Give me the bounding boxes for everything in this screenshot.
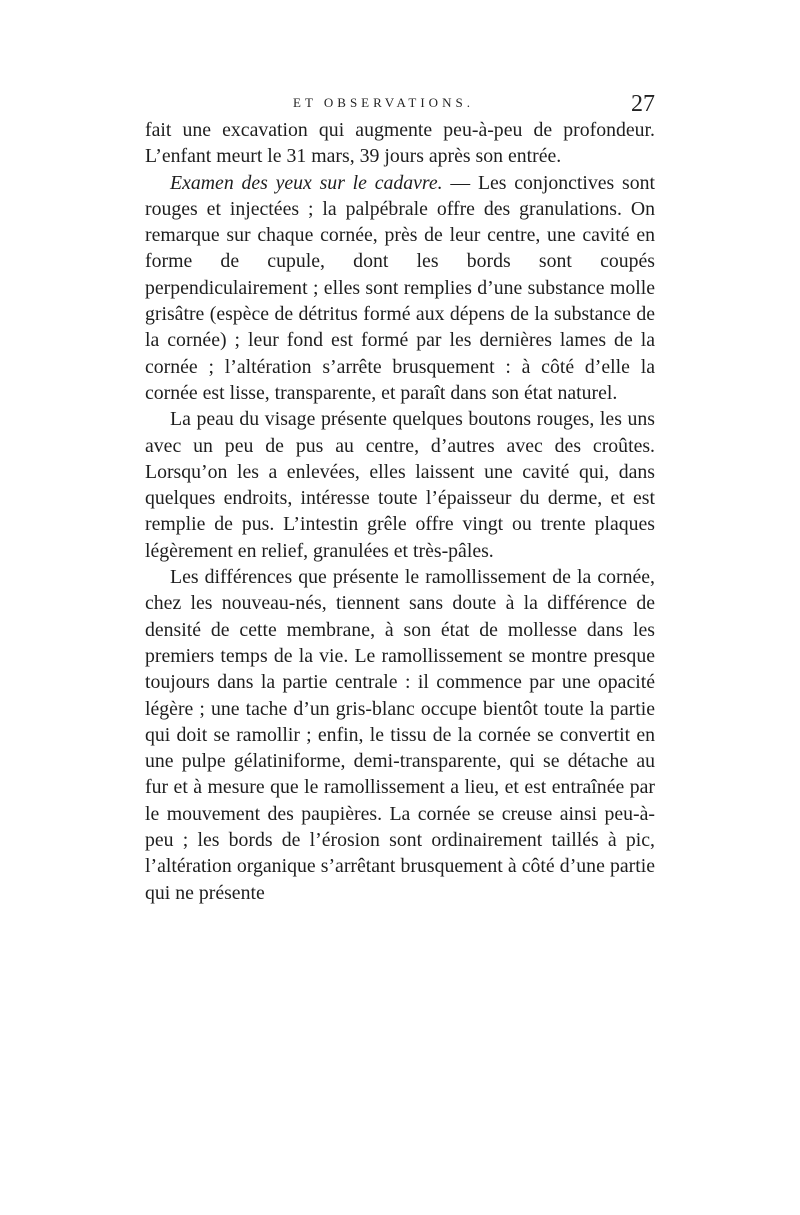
paragraph-text: La peau du visage présente quelques boutons rouges, les uns avec un peu de pus au centre, d’autres avec des croûtes. Lorsqu’on les a enlevées, elles laissent une cavité qui, dans quelques endroits, intéresse toute l’épaisseur du derme, et est remplie de pus. L’intestin grêle offre vingt ou trente plaques légèrement en relief, granulées et très-pâles. (145, 408, 655, 562)
running-title: ET OBSERVATIONS. (293, 95, 474, 110)
paragraph-text: — Les conjonctives sont rouges et injectées ; la palpébrale offre des granulations. On remarque sur chaque cornée, près de leur centre, une cavité en forme de cupule, dont les bords sont coupés perpendiculairement ; elles sont remplies d’une substance molle grisâtre (espèce de détritus formé aux dépens de la substance de la cornée) ; leur fond est formé par les dernières lames de la cornée ; l’altération s’arrête brusquement : à côté d’elle la cornée est lisse, transparente, et paraît dans son état naturel. (145, 171, 655, 404)
paragraph-continuation (145, 117, 655, 170)
running-header (145, 93, 655, 117)
paragraph-skin-findings (145, 406, 655, 564)
paragraph-text: fait une excavation qui augmente peu-à-peu de profondeur. L’enfant meurt le 31 mars, 39 jours après son entrée. (145, 119, 655, 168)
body-text (145, 117, 655, 906)
paragraph-text: Les différences que présente le ramollissement de la cornée, chez les nouveau-nés, tiennent sans doute à la différence de densité de cette membrane, à son état de mollesse dans les premiers temps de la vie. Le ramollissement se montre presque toujours dans la partie centrale : il commence par une opacité légère ; une tache d’un gris-blanc occupe bientôt toute la partie qui doit se ramollir ; enfin, le tissu de la cornée se convertit en une pulpe gélatiniforme, demi-transparente, qui se détache au fur et à mesure que le ramollissement a lieu, et est entraînée par le mouvement des paupières. La cornée se creuse ainsi peu-à-peu ; les bords de l’érosion sont ordinairement taillés à pic, l’altération organique s’arrêtant brusquement à côté d’une partie qui ne présente (145, 566, 655, 904)
paragraph-cornea-softening (145, 564, 655, 906)
page-number: 27 (631, 91, 655, 117)
paragraph-eye-examination (145, 170, 655, 407)
section-heading-italic: Examen des yeux sur le cadavre. (170, 171, 443, 194)
